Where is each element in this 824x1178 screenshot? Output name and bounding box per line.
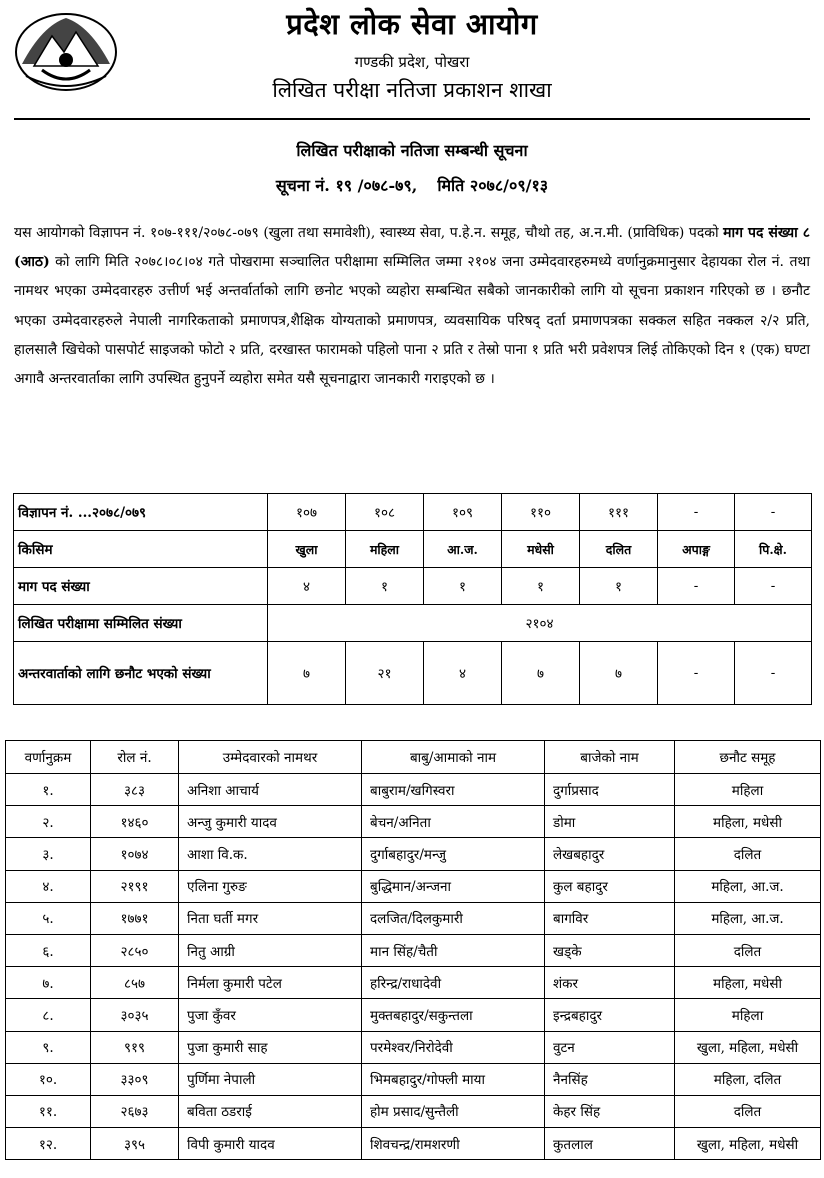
roll-cell: ३८३ [91, 774, 179, 806]
group-cell: महिला, दलित [675, 1063, 821, 1095]
parents-cell: परमेश्वर/निरोदेवी [362, 1031, 545, 1063]
notice-number: सूचना नं. १९ /०७८-७९, [275, 176, 418, 195]
grandfather-cell: कुतलाल [545, 1128, 675, 1160]
parents-cell: बेचन/अनिता [362, 806, 545, 838]
col-header-parents: बाबु/आमाको नाम [362, 741, 545, 774]
summary-cell: १०९ [424, 494, 502, 531]
table-row [6, 1031, 821, 1063]
table-row [6, 967, 821, 999]
serial-cell: ५. [6, 902, 91, 934]
notice-ref [0, 174, 824, 196]
table-row [6, 870, 821, 902]
notice-title: लिखित परीक्षाको नतिजा सम्बन्धी सूचना [296, 141, 528, 160]
roll-cell: १७७१ [91, 902, 179, 934]
serial-cell: १०. [6, 1063, 91, 1095]
parents-cell: दुर्गाबहादुर/मन्जु [362, 838, 545, 870]
roll-cell: २८५० [91, 934, 179, 966]
summary-cell: पि.क्षे. [735, 531, 812, 568]
group-cell: दलित [675, 1095, 821, 1127]
candidate-name-cell: अनिशा आचार्य [179, 774, 362, 806]
summary-label-appeared: लिखित परीक्षामा सम्मिलित संख्या [14, 605, 268, 642]
body-part-2: को लागि मिति २०७८।०८।०४ गते पोखरामा सञ्चालित परीक्षामा सम्मिलित जम्मा २१०४ जना उम्मेदवारहरुमध्ये वर्णानुक्रमानुसार देहायका रोल नं. तथा नामथर भएका उम्मेदवारहरु उत्तीर्ण भई अन्तर्वार्ताको लागि छनोट भएको व्यहोरा सम्बन्धित सबैको जानकारीको लागि यो सूचना प्रकाशन गरिएको छ । छनौट भएका उम्मेदवारहरुले नेपाली नागरिकताको प्रमाणपत्र,शैक्षिक योग्यताको प्रमाणपत्र, व्यवसायिक परिषद् दर्ता प्रमाणपत्रका सक्कल सहित नक्कल २/२ प्रति, हालसालै खिचेको पासपोर्ट साइजको फोटो २ प्रति, दरखास्त फारामको पहिलो पाना २ प्रति र तेस्रो पाना १ प्रति भरी प्रवेशपत्र लिई तोकिएको दिन १ (एक) घण्टा अगावै अन्तरवार्ताका लागि उपस्थित हुनुपर्ने व्यहोरा समेत यसै सूचनाद्वारा जानकारी गराइएको छ । [14, 254, 810, 388]
grandfather-cell: लेखबहादुर [545, 838, 675, 870]
grandfather-cell: कुल बहादुर [545, 870, 675, 902]
summary-cell: - [658, 568, 735, 605]
serial-cell: ८. [6, 999, 91, 1031]
candidate-name-cell: अन्जु कुमारी यादव [179, 806, 362, 838]
candidate-name-cell: पुर्णिमा नेपाली [179, 1063, 362, 1095]
candidate-name-cell: आशा वि.क. [179, 838, 362, 870]
grandfather-cell: इन्द्रबहादुर [545, 999, 675, 1031]
summary-label-demand: माग पद संख्या [14, 568, 268, 605]
parents-cell: बाबुराम/खगिस्वरा [362, 774, 545, 806]
branch-name: लिखित परीक्षा नतिजा प्रकाशन शाखा [272, 78, 552, 102]
summary-cell: - [735, 568, 812, 605]
roll-cell: १०७४ [91, 838, 179, 870]
org-name: प्रदेश लोक सेवा आयोग [286, 7, 538, 41]
serial-cell: ११. [6, 1095, 91, 1127]
parents-cell: दलजित/दिलकुमारी [362, 902, 545, 934]
summary-cell: २१ [346, 642, 424, 705]
group-cell: महिला [675, 999, 821, 1031]
summary-row-ad [14, 494, 812, 531]
summary-table [13, 493, 812, 705]
table-row [6, 806, 821, 838]
serial-cell: १. [6, 774, 91, 806]
group-cell: दलित [675, 934, 821, 966]
col-header-group: छनौट समूह [675, 741, 821, 774]
group-cell: महिला, आ.ज. [675, 870, 821, 902]
parents-cell: भिमबहादुर/गोफ्ली माया [362, 1063, 545, 1095]
table-row [6, 1128, 821, 1160]
group-cell: खुला, महिला, मधेसी [675, 1031, 821, 1063]
parents-cell: शिवचन्द्र/रामशरणी [362, 1128, 545, 1160]
grandfather-cell: डोमा [545, 806, 675, 838]
notice-date: मिति २०७८/०९/१३ [437, 176, 549, 195]
serial-cell: ४. [6, 870, 91, 902]
group-cell: महिला, मधेसी [675, 967, 821, 999]
summary-cell: ७ [502, 642, 580, 705]
summary-cell: आ.ज. [424, 531, 502, 568]
group-cell: महिला, मधेसी [675, 806, 821, 838]
summary-cell: - [735, 494, 812, 531]
summary-appeared-total: २१०४ [268, 605, 812, 642]
grandfather-cell: बागविर [545, 902, 675, 934]
grandfather-cell: खड्के [545, 934, 675, 966]
table-row [6, 902, 821, 934]
candidate-name-cell: पुजा कुँवर [179, 999, 362, 1031]
parents-cell: हरिन्द्र/राधादेवी [362, 967, 545, 999]
summary-label-type: किसिम [14, 531, 268, 568]
roll-cell: २१९१ [91, 870, 179, 902]
roll-cell: ९१९ [91, 1031, 179, 1063]
parents-cell: बुद्धिमान/अन्जना [362, 870, 545, 902]
header-divider [14, 118, 810, 120]
col-header-serial: वर्णानुक्रम [6, 741, 91, 774]
roll-cell: ३३०९ [91, 1063, 179, 1095]
serial-cell: २. [6, 806, 91, 838]
summary-row-selected [14, 642, 812, 705]
summary-row-type [14, 531, 812, 568]
results-header-row [6, 741, 821, 774]
summary-row-appeared [14, 605, 812, 642]
summary-cell: दलित [580, 531, 658, 568]
candidate-name-cell: निर्मला कुमारी पटेल [179, 967, 362, 999]
summary-cell: ११० [502, 494, 580, 531]
results-table [5, 740, 821, 1160]
summary-cell: ४ [424, 642, 502, 705]
grandfather-cell: वुटन [545, 1031, 675, 1063]
roll-cell: ३९५ [91, 1128, 179, 1160]
summary-cell: - [658, 642, 735, 705]
summary-cell: - [658, 494, 735, 531]
summary-cell: १११ [580, 494, 658, 531]
candidate-name-cell: एलिना गुरुङ [179, 870, 362, 902]
roll-cell: १४६० [91, 806, 179, 838]
summary-cell: ७ [580, 642, 658, 705]
summary-cell: १०७ [268, 494, 346, 531]
summary-cell: १ [580, 568, 658, 605]
serial-cell: १२. [6, 1128, 91, 1160]
summary-cell: अपाङ्ग [658, 531, 735, 568]
serial-cell: ९. [6, 1031, 91, 1063]
parents-cell: मुक्तबहादुर/सकुन्तला [362, 999, 545, 1031]
summary-cell: - [735, 642, 812, 705]
summary-cell: ७ [268, 642, 346, 705]
parents-cell: मान सिंह/चैती [362, 934, 545, 966]
org-location: गण्डकी प्रदेश, पोखरा [354, 53, 470, 71]
serial-cell: ७. [6, 967, 91, 999]
roll-cell: २६७३ [91, 1095, 179, 1127]
summary-cell: ४ [268, 568, 346, 605]
table-row [6, 999, 821, 1031]
summary-cell: खुला [268, 531, 346, 568]
serial-cell: ६. [6, 934, 91, 966]
grandfather-cell: केहर सिंह [545, 1095, 675, 1127]
col-header-roll: रोल नं. [91, 741, 179, 774]
candidate-name-cell: विपी कुमारी यादव [179, 1128, 362, 1160]
summary-cell: १ [424, 568, 502, 605]
table-row [6, 1095, 821, 1127]
notice-body [14, 219, 810, 394]
col-header-name: उम्मेदवारको नामथर [179, 741, 362, 774]
summary-cell: मधेसी [502, 531, 580, 568]
candidate-name-cell: नितु आग्री [179, 934, 362, 966]
roll-cell: ३०३५ [91, 999, 179, 1031]
table-row [6, 934, 821, 966]
grandfather-cell: नैनसिंह [545, 1063, 675, 1095]
grandfather-cell: शंकर [545, 967, 675, 999]
summary-cell: महिला [346, 531, 424, 568]
grandfather-cell: दुर्गाप्रसाद [545, 774, 675, 806]
candidate-name-cell: पुजा कुमारी साह [179, 1031, 362, 1063]
table-row [6, 774, 821, 806]
summary-label-ad: विज्ञापन नं. ...२०७८/०७९ [14, 494, 268, 531]
summary-cell: १०८ [346, 494, 424, 531]
candidate-name-cell: निता घर्ती मगर [179, 902, 362, 934]
summary-cell: १ [502, 568, 580, 605]
group-cell: खुला, महिला, मधेसी [675, 1128, 821, 1160]
table-row [6, 1063, 821, 1095]
summary-cell: १ [346, 568, 424, 605]
group-cell: महिला [675, 774, 821, 806]
roll-cell: ८५७ [91, 967, 179, 999]
summary-row-demand [14, 568, 812, 605]
serial-cell: ३. [6, 838, 91, 870]
body-part-1: यस आयोगको विज्ञापन नं. १०७-१११/२०७८-०७९ (खुला तथा समावेशी), स्वास्थ्य सेवा, प.हे.न. समूह, चौथो तह, अ.न.मी. (प्राविधिक) पदको [14, 225, 724, 241]
table-row [6, 838, 821, 870]
candidate-name-cell: बविता ठडराई [179, 1095, 362, 1127]
summary-label-selected: अन्तरवार्ताको लागि छनौट भएको संख्या [14, 642, 268, 705]
col-header-grandfather: बाजेको नाम [545, 741, 675, 774]
parents-cell: होम प्रसाद/सुन्तैली [362, 1095, 545, 1127]
letterhead [0, 0, 824, 122]
group-cell: दलित [675, 838, 821, 870]
group-cell: महिला, आ.ज. [675, 902, 821, 934]
body-demand-count: माग पद संख्या ८ (आठ) [14, 225, 810, 271]
